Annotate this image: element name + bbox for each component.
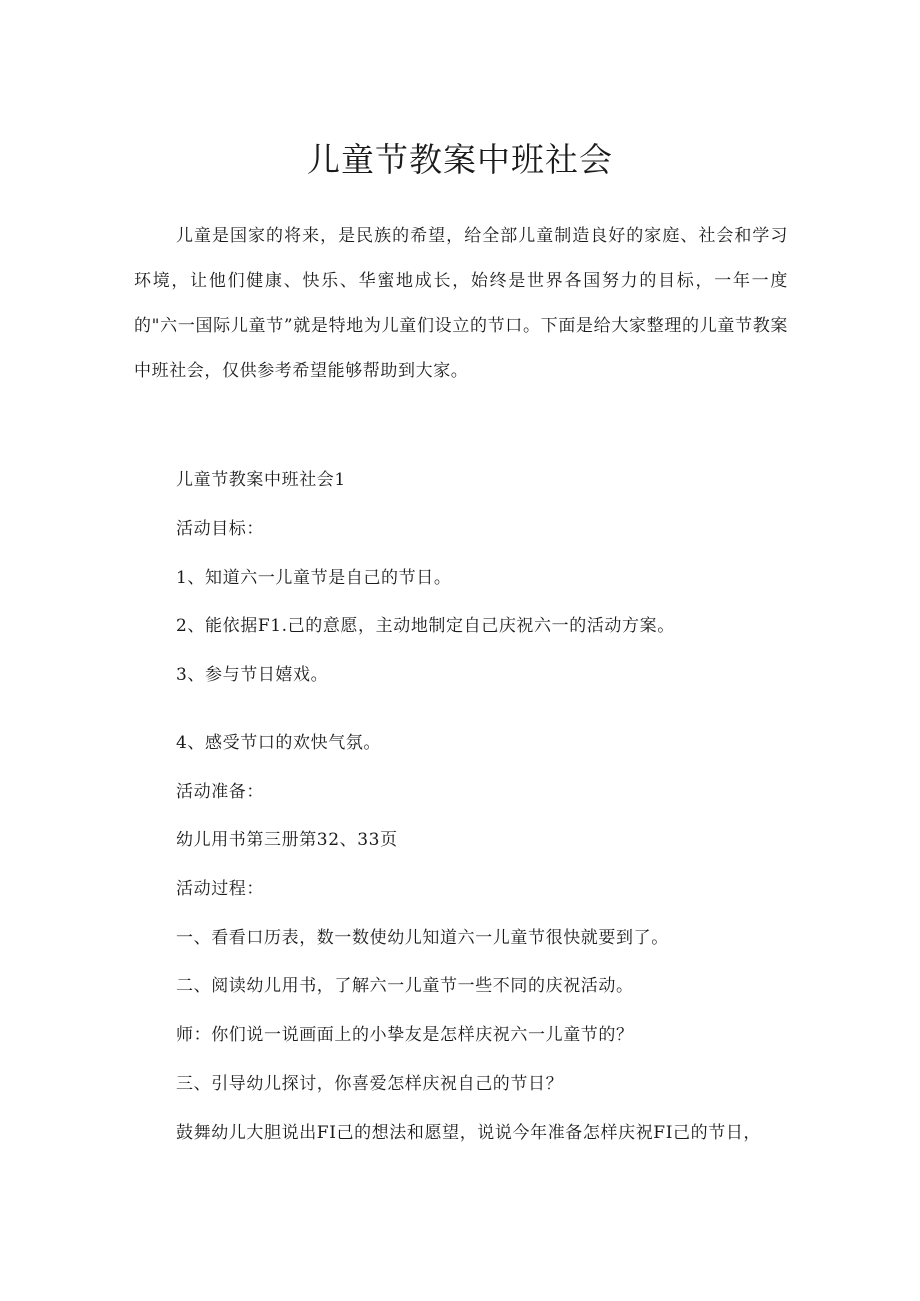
goal-item-3: 3、参与节日嬉戏。: [176, 665, 329, 685]
goal-item-4: 4、感受节口的欢快气氛。: [176, 733, 382, 753]
teacher-question: 师：你们说一说画面上的小挚友是怎样庆祝六一儿童节的？: [176, 1025, 634, 1045]
goal-item-2: 2、能依据F1.己的意愿，主动地制定自己庆祝六一的活动方案。: [176, 616, 675, 636]
document-title: 儿童节教案中班社会: [307, 140, 613, 179]
process-step-1: 一、看看口历表，数一数使幼儿知道六一儿童节很快就要到了。: [176, 928, 669, 948]
prep-item: 幼儿用书第三册第32、33页: [176, 830, 398, 850]
section-heading: 儿童节教案中班社会1: [176, 470, 346, 490]
process-step-3: 三、引导幼儿探讨，你喜爱怎样庆祝自己的节日？: [176, 1074, 564, 1094]
process-step-2: 二、阅读幼儿用书，了解六一儿童节一些不同的庆祝活动。: [176, 976, 634, 996]
prep-heading: 活动准备：: [176, 782, 264, 802]
process-heading: 活动过程：: [176, 879, 264, 899]
goal-item-1: 1、知道六一儿童节是自己的节日。: [176, 568, 452, 588]
goals-heading: 活动目标：: [176, 519, 264, 539]
intro-paragraph: 儿童是国家的将来，是民族的希望，给全部儿童制造良好的家庭、社会和学习环境，让他们健康、快乐、华蜜地成长，始终是世界各国努力的目标，一年一度的"六一国际儿童节”就是特地为儿童们设立的节口。下面是给大家整理的儿童节教案中班社会，仅供参考希望能够帮助到大家。: [134, 226, 788, 381]
encourage-text: 鼓舞幼儿大胆说出FI己的想法和愿望，说说今年准备怎样庆祝FI己的节日，: [176, 1123, 762, 1143]
